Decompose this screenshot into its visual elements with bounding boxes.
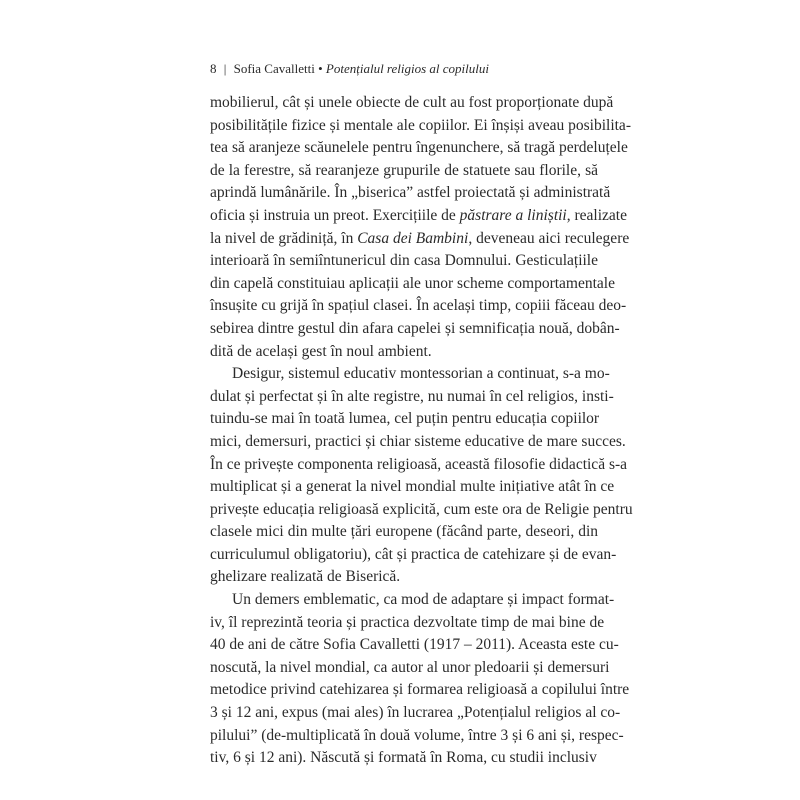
text-line bbox=[210, 363, 610, 386]
text-line bbox=[210, 408, 598, 431]
text-line bbox=[210, 318, 620, 341]
text-run: din capelă constituiau aplicații ale unor scheme comportamentale bbox=[210, 274, 615, 292]
text-line bbox=[210, 182, 611, 205]
text-line bbox=[210, 476, 615, 499]
text-run: interioară în semiîntunericul din casa Domnului. Gesticulațiile bbox=[210, 252, 598, 270]
paragraph bbox=[210, 589, 630, 770]
text-run: 40 de ani de către Sofia Cavalletti (1917 – 2011). Aceasta este cu- bbox=[210, 636, 619, 654]
text-run: Un demers emblematic, ca mod de adaptare și impact format- bbox=[232, 591, 615, 609]
text-run: privește educația religioasă explicită, cum este ora de Religie pentru bbox=[210, 500, 633, 518]
running-header bbox=[210, 61, 489, 77]
text-run: dită de același gest în noul ambient. bbox=[210, 342, 432, 360]
text-line bbox=[210, 499, 633, 522]
text-run: dulat și perfectat și în alte registre, nu numai în cel religios, insti- bbox=[210, 387, 614, 405]
text-run: , deveneau aici reculegere bbox=[468, 229, 630, 247]
text-run: aprindă lumânările. În „biserica” astfel proiectată și administrată bbox=[210, 184, 611, 202]
text-run: iv, îl reprezintă teoria și practica dezvoltate timp de mai bine de bbox=[210, 613, 605, 631]
text-run: , realizate bbox=[566, 206, 627, 224]
text-line bbox=[210, 205, 627, 228]
text-line bbox=[210, 544, 617, 567]
text-run: posibilitățile fizice și mentale ale copiilor. Ei înșiși aveau posibilita- bbox=[210, 116, 631, 134]
text-run: multiplicat și a generat la nivel mondial multe inițiative atât în ce bbox=[210, 478, 615, 496]
text-run: metodice privind catehizarea și formarea religioasă a copilului între bbox=[210, 681, 630, 699]
header-author: Sofia Cavalletti bbox=[233, 61, 315, 76]
text-line bbox=[210, 702, 621, 725]
paragraph bbox=[210, 92, 631, 363]
text-line bbox=[210, 521, 598, 544]
text-line bbox=[210, 160, 598, 183]
body-text bbox=[210, 92, 633, 770]
text-line bbox=[210, 341, 598, 364]
text-run: la nivel de grădiniță, în bbox=[210, 229, 358, 247]
text-run: tiv, 6 și 12 ani). Născută și formată în Roma, cu studii inclusiv bbox=[210, 749, 597, 767]
text-line bbox=[210, 250, 598, 273]
text-line bbox=[210, 295, 627, 318]
text-run: curriculumul obligatoriu), cât și practica de catehizare și de evan- bbox=[210, 545, 617, 563]
text-line bbox=[210, 386, 614, 409]
page-number: 8 bbox=[210, 61, 217, 76]
text-line bbox=[210, 115, 631, 138]
text-run: noscută, la nivel mondial, ca autor al unor pledoarii și demersuri bbox=[210, 658, 610, 676]
text-run: Desigur, sistemul educativ montessorian a continuat, s-a mo- bbox=[232, 365, 610, 383]
text-line bbox=[210, 92, 614, 115]
text-line bbox=[210, 228, 630, 251]
text-run: însușite cu grijă în spațiul clasei. În același timp, copiii făceau deo- bbox=[210, 297, 627, 315]
italic-term: păstrare a liniștii bbox=[459, 206, 567, 224]
text-run: În ce privește componenta religioasă, această filosofie didactică s-a bbox=[210, 455, 628, 473]
text-run: de la ferestre, să rearanjeze grupurile de statuete sau florile, să bbox=[210, 161, 598, 179]
text-run: ghelizare realizată de Biserică. bbox=[210, 568, 401, 586]
text-run: pilului” (de-multiplicată în două volume, între 3 și 6 ani și, respec- bbox=[210, 726, 624, 744]
text-run: tea să aranjeze scăunelele pentru îngenunchere, să tragă perdeluțele bbox=[210, 139, 628, 157]
italic-term: Casa dei Bambini bbox=[357, 229, 469, 247]
paragraph bbox=[210, 363, 633, 589]
text-run: tuindu-se mai în toată lumea, cel puțin pentru educația copiilor bbox=[210, 410, 600, 428]
text-line bbox=[210, 589, 615, 612]
text-line bbox=[210, 657, 610, 680]
text-run: mobilierul, cât și unele obiecte de cult au fost proporționate după bbox=[210, 94, 614, 111]
text-line bbox=[210, 725, 624, 748]
text-run: mici, demersuri, practici și chiar sisteme educative de mare succes. bbox=[210, 432, 626, 450]
text-line bbox=[210, 454, 628, 477]
text-line bbox=[210, 566, 598, 589]
header-bullet: • bbox=[318, 61, 323, 76]
header-book-title: Potențialul religios al copilului bbox=[325, 61, 489, 76]
text-line bbox=[210, 273, 615, 296]
text-line bbox=[210, 747, 598, 770]
text-line bbox=[210, 137, 628, 160]
text-line bbox=[210, 634, 619, 657]
text-run: sebirea dintre gestul din afara capelei și semnificația nouă, dobân- bbox=[210, 319, 620, 337]
text-run: clasele mici din multe țări europene (făcând parte, deseori, din bbox=[210, 523, 598, 541]
header-separator: | bbox=[223, 61, 227, 76]
text-run: oficia și instruia un preot. Exercițiile de bbox=[210, 206, 460, 224]
text-line bbox=[210, 612, 605, 635]
text-line bbox=[210, 679, 630, 702]
text-line bbox=[210, 431, 626, 454]
text-run: 3 și 12 ani, expus (mai ales) în lucrarea „Potențialul religios al co- bbox=[210, 704, 621, 722]
